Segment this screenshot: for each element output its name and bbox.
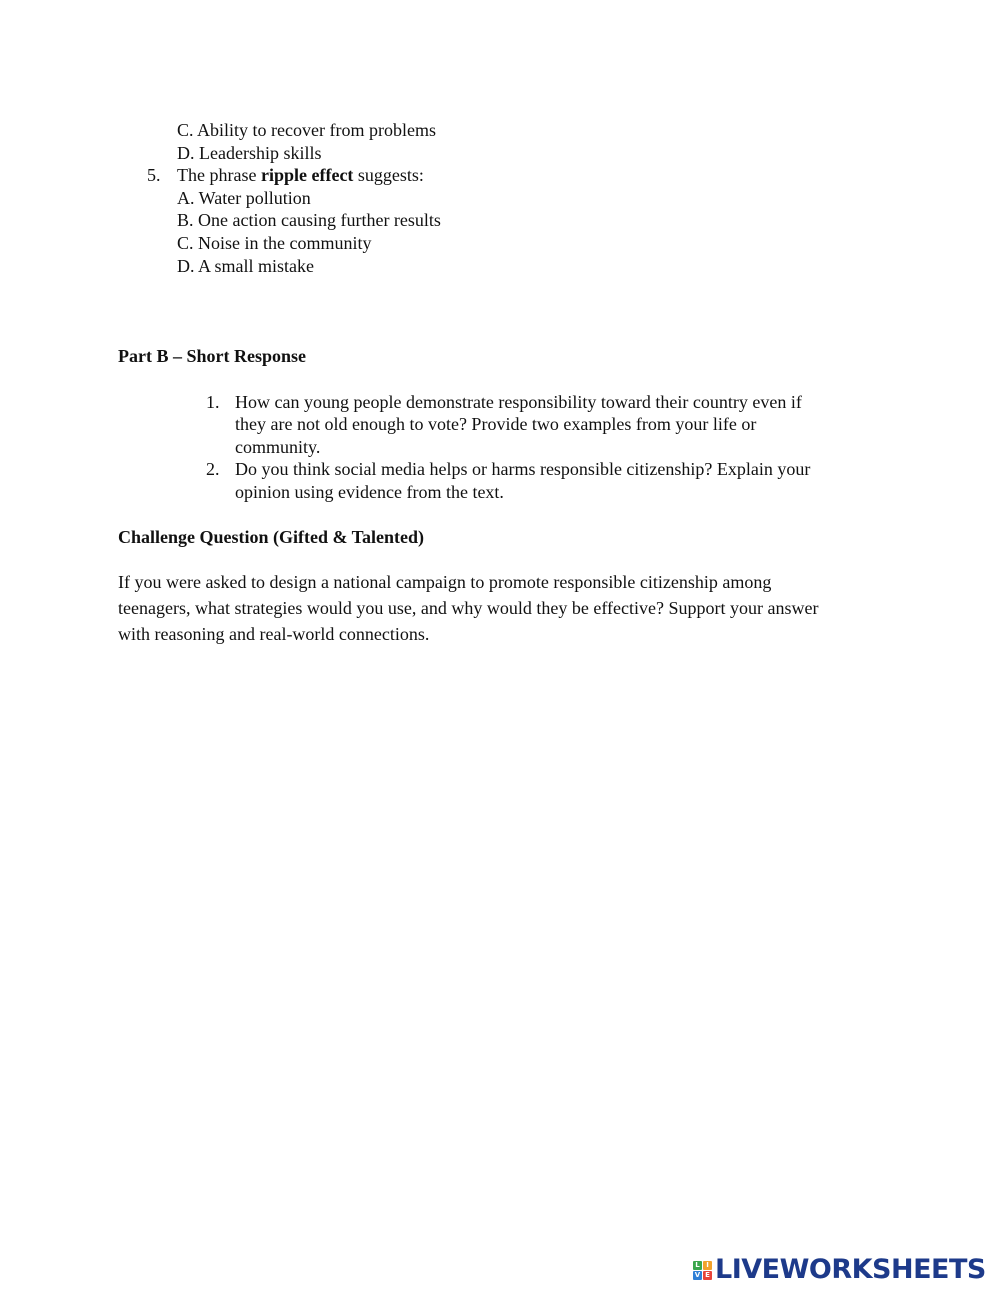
liveworksheets-logo[interactable] (693, 1256, 986, 1284)
q5-number: 5. (147, 165, 161, 185)
challenge-line-3: with reasoning and real-world connections. (118, 624, 430, 644)
part-b-item-1-line-2: they are not old enough to vote? Provide two examples from your life or (235, 414, 757, 434)
q4-option-d: D. Leadership skills (177, 143, 322, 163)
q5-question (177, 164, 424, 186)
q5-prefix: The phrase (177, 165, 261, 185)
part-b-item-2-line-2: opinion using evidence from the text. (235, 482, 504, 502)
challenge-heading: Challenge Question (Gifted & Talented) (118, 527, 425, 547)
challenge-line-1: If you were asked to design a national campaign to promote responsible citizenship among (118, 572, 772, 592)
q5-option-b: B. One action causing further results (177, 210, 441, 230)
logo-cell-l: L (693, 1261, 702, 1270)
part-b-item-1-line-1: How can young people demonstrate responsibility toward their country even if (235, 392, 802, 412)
q5-suffix: suggests: (353, 165, 424, 185)
logo-cell-v: V (694, 1270, 701, 1279)
part-b-item-1-number: 1. (206, 392, 220, 412)
part-b-item-2-line-1: Do you think social media helps or harms responsible citizenship? Explain your (235, 459, 811, 479)
q5-term: ripple effect (260, 165, 354, 185)
part-b-item-1-line-3: community. (235, 437, 321, 457)
q5-option-c: C. Noise in the community (177, 233, 372, 253)
challenge-line-2: teenagers, what strategies would you use, and why would they be effective? Support your answer (118, 598, 819, 618)
q4-option-c: C. Ability to recover from problems (177, 120, 436, 140)
part-b-item-2-number: 2. (206, 459, 220, 479)
logo-grid-icon (693, 1261, 712, 1280)
q5-option-d: D. A small mistake (177, 256, 314, 276)
q5-option-a: A. Water pollution (177, 188, 311, 208)
logo-cell-e: E (703, 1271, 712, 1280)
logo-cell-i: I (703, 1261, 712, 1270)
logo-text: LIVEWORKSHEETS (715, 1254, 986, 1285)
part-b-heading: Part B – Short Response (118, 346, 306, 366)
